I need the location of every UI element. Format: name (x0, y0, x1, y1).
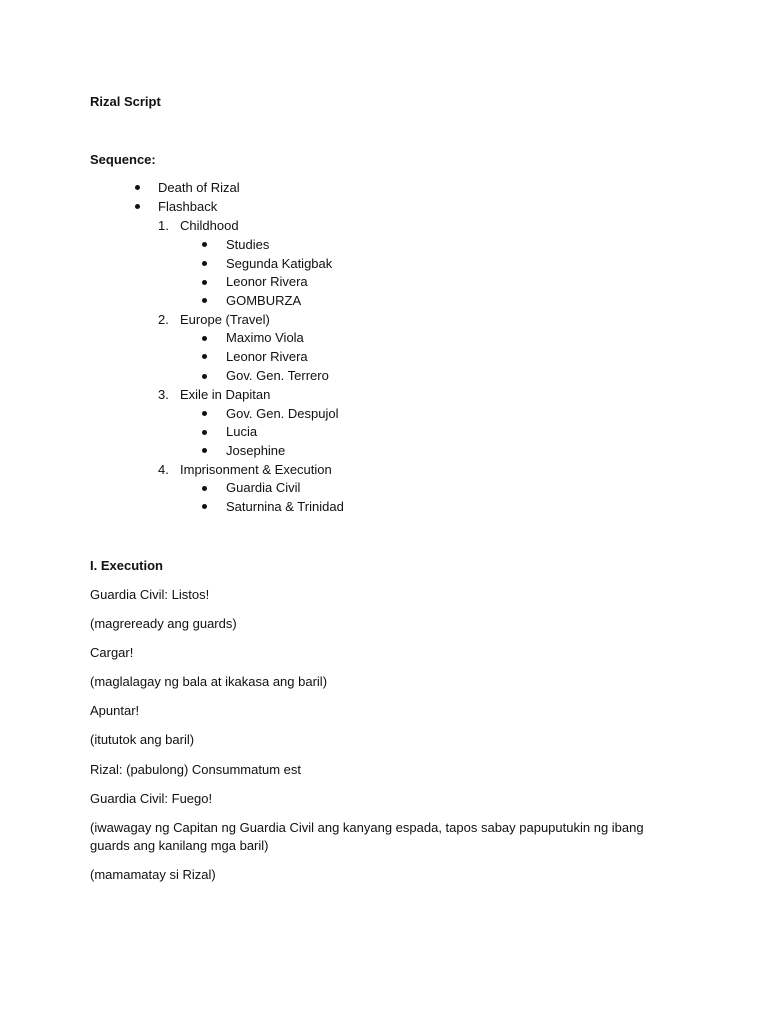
list-number: 2. (158, 312, 169, 327)
list-item: Exile in Dapitan (180, 387, 271, 402)
list-item: Europe (Travel) (180, 312, 270, 327)
sub-list-item: Maximo Viola (226, 330, 304, 345)
sub-list-item: Gov. Gen. Despujol (226, 406, 339, 421)
bullet-icon (202, 448, 207, 453)
document-title: Rizal Script (90, 94, 161, 109)
bullet-icon (202, 280, 207, 285)
script-line: (iwawagay ng Capitan ng Guardia Civil ang kanyang espada, tapos sabay papuputukin ng ibang guards ang kanilang mga baril) (90, 820, 644, 853)
list-number: 4. (158, 462, 169, 477)
bullet-icon (202, 430, 207, 435)
bullet-icon (202, 374, 207, 379)
sub-list-item: Gov. Gen. Terrero (226, 368, 329, 383)
sub-list-item: Lucia (226, 424, 258, 439)
bullet-icon (202, 486, 207, 491)
list-item: Flashback (158, 199, 218, 214)
sub-list-item: Leonor Rivera (226, 349, 308, 364)
sub-list-item: Studies (226, 237, 270, 252)
bullet-icon (202, 242, 207, 247)
sub-list-item: Segunda Katigbak (226, 256, 333, 271)
sequence-heading: Sequence: (90, 152, 156, 167)
script-line: Guardia Civil: Fuego! (90, 791, 213, 806)
bullet-icon (202, 504, 207, 509)
bullet-icon (202, 336, 207, 341)
section-heading: I. Execution (90, 558, 163, 573)
script-line: (maglalagay ng bala at ikakasa ang baril) (90, 674, 328, 689)
script-line: (mamamatay si Rizal) (90, 867, 216, 882)
sub-list-item: Guardia Civil (226, 480, 301, 495)
sub-list-item: Josephine (226, 443, 286, 458)
sub-list-item: Saturnina & Trinidad (226, 499, 344, 514)
bullet-icon (202, 411, 207, 416)
script-line: Apuntar! (90, 703, 140, 718)
script-line: Guardia Civil: Listos! (90, 587, 210, 602)
list-number: 1. (158, 218, 169, 233)
list-item: Childhood (180, 218, 239, 233)
bullet-icon (135, 204, 140, 209)
list-item: Death of Rizal (158, 180, 240, 195)
sub-list-item: Leonor Rivera (226, 274, 308, 289)
script-line: Cargar! (90, 645, 134, 660)
list-number: 3. (158, 387, 169, 402)
sub-list-item: GOMBURZA (226, 293, 302, 308)
script-line: (itututok ang baril) (90, 732, 195, 747)
bullet-icon (202, 298, 207, 303)
bullet-icon (135, 185, 140, 190)
script-line: (magreready ang guards) (90, 616, 237, 631)
script-line: Rizal: (pabulong) Consummatum est (90, 762, 301, 777)
bullet-icon (202, 261, 207, 266)
bullet-icon (202, 354, 207, 359)
list-item: Imprisonment & Execution (180, 462, 332, 477)
